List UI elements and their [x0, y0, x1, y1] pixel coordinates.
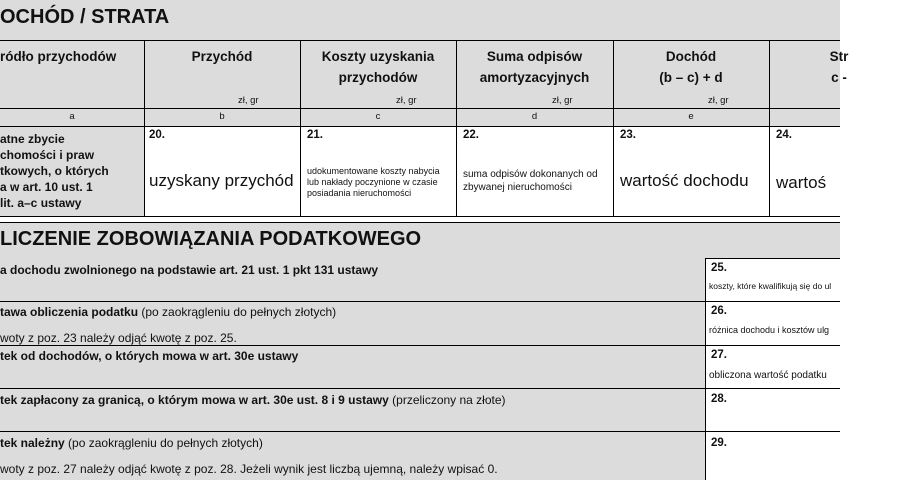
- field-22-depreciation[interactable]: [457, 127, 613, 216]
- field-29-input[interactable]: [706, 432, 840, 480]
- field-number: 22.: [463, 129, 479, 141]
- field-number: 24.: [776, 129, 792, 141]
- column-header-income: Dochód (b – c) + d: [659, 49, 723, 85]
- column-letter-c: c: [375, 111, 381, 122]
- field-number: 21.: [307, 129, 323, 141]
- column-header-costs: Koszty uzyskania przychodów: [321, 49, 435, 85]
- row-label-25: a dochodu zwolnionego na podstawie art. 21 ust. 1 pkt 131 ustawy: [0, 263, 379, 277]
- field-20-revenue[interactable]: [145, 127, 300, 216]
- field-24-loss[interactable]: [770, 127, 840, 216]
- field-number-28: 28.: [711, 393, 727, 405]
- column-letter-a: a: [69, 111, 75, 122]
- row-label-26: tawa obliczenia podatku (po zaokrągleniu do pełnych złotych): [0, 305, 337, 319]
- column-letter-e: e: [688, 111, 694, 122]
- field-number-26: 26.: [711, 305, 727, 317]
- field-28-input[interactable]: [706, 389, 840, 431]
- field-25-input[interactable]: [706, 259, 840, 301]
- column-header-loss: Str c -: [829, 49, 849, 85]
- field-25-note: koszty, które kwalifikują się do ul: [709, 281, 832, 291]
- field-value: uzyskany przychód: [149, 171, 294, 190]
- field-value: suma odpisów dokonanych od zbywanej nieruchomości: [463, 169, 598, 193]
- row-label-28: tek zapłacony za granicą, o którym mowa w art. 30e ust. 8 i 9 ustawy (przeliczony na złote): [0, 393, 506, 407]
- field-27-input[interactable]: [706, 346, 840, 388]
- section-header-income-loss: [0, 0, 840, 40]
- field-value: udokumentowane koszty nabycia lub nakłady poczynione w czasie posiadania nieruchomości: [307, 166, 440, 198]
- field-value: wartość dochodu: [620, 171, 749, 190]
- field-27-note: obliczona wartość podatku: [709, 370, 827, 381]
- column-header-source: ródło przychodów: [0, 49, 117, 64]
- field-21-costs[interactable]: [301, 127, 456, 216]
- unit-label-income: zł, gr: [708, 95, 729, 106]
- field-26-input[interactable]: [706, 302, 840, 345]
- column-header-depreciation: Suma odpisów amortyzacyjnych: [479, 49, 590, 85]
- section-title: LICZENIE ZOBOWIĄZANIA PODATKOWEGO: [0, 228, 422, 250]
- field-number-29: 29.: [711, 437, 727, 449]
- section-title: OCHÓD / STRATA: [0, 6, 170, 28]
- field-number-25: 25.: [711, 262, 727, 274]
- unit-label-costs: zł, gr: [396, 95, 417, 106]
- row-instruction-29: wotу z poz. 27 należy odjąć kwotę z poz. 28. Jeżeli wynik jest liczbą ujemną, należy wpisać 0.: [0, 462, 498, 476]
- field-value: wartoś: [776, 173, 827, 192]
- row-label-27: tek od dochodów, o których mowa w art. 30e ustawy: [0, 349, 299, 363]
- column-header-revenue: Przychód: [191, 49, 253, 64]
- unit-label-depreciation: zł, gr: [552, 95, 573, 106]
- unit-label-revenue: zł, gr: [238, 95, 259, 106]
- field-number-27: 27.: [711, 349, 727, 361]
- section-header-tax-calculation: [0, 222, 840, 258]
- row-label-29: tek należny (po zaokrągleniu do pełnych złotych): [0, 436, 263, 450]
- row-instruction-26: wotу z poz. 23 należy odjąć kwotę z poz. 25.: [0, 331, 237, 345]
- column-letter-b: b: [219, 111, 225, 122]
- column-letter-d: d: [531, 111, 538, 122]
- row-label-property-sale: atne zbycie chomości i praw tkowych, o których a w art. 10 ust. 1 lit. a–c ustawy: [0, 132, 109, 210]
- field-23-income[interactable]: [614, 127, 769, 216]
- field-number: 20.: [149, 129, 165, 141]
- field-26-note: różnica dochodu i kosztów ulg: [709, 325, 830, 335]
- field-number: 23.: [620, 129, 636, 141]
